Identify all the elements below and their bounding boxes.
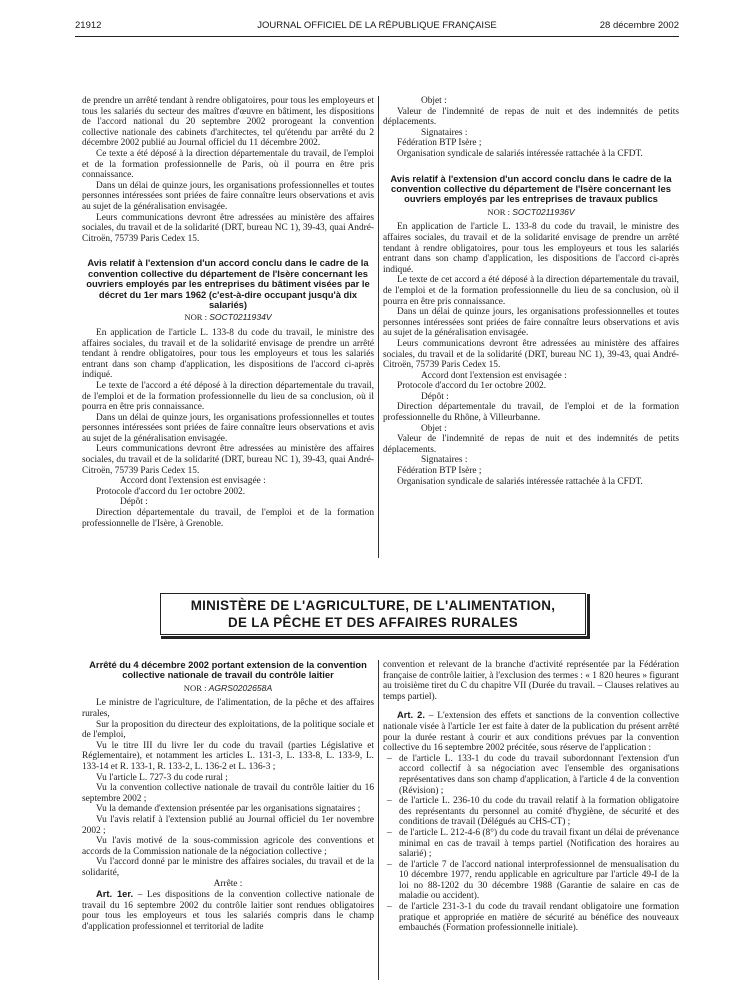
paragraph: Fédération BTP Isère ; bbox=[397, 466, 482, 477]
list-item: – de l'article L. 236-10 du code du travail relatif à la formation obligatoire des représentants du personnel au comité d'hygiène, de sécurité et des conditions de travail (Délégués au CHS-CT) ; bbox=[383, 796, 679, 828]
paragraph: Leurs communications devront être adressées au ministère des affaires sociales, du travail et de la solidarité (DRT, bureau NC 1), 39-43, quai André-Citroën, 75739 Paris Cedex 15. bbox=[82, 212, 374, 244]
paragraph: Vu l'avis motivé de la sous-commission agricole des conventions et accords de la Commission nationale de la négociation collective ; bbox=[82, 836, 374, 857]
paragraph: convention et relevant de la branche d'activité représentée par la Fédération française de contrôle laitier, à l'exclusion des termes : « 1 820 heures » figurant au troisième tiret du C du chapitre VII (Durée du travail. – Clauses relatives au temps partiel). bbox=[383, 660, 679, 702]
list-item: – de l'article 231-3-1 du code du travail rendant obligatoire une formation pratique et appropriée en matière de sécurité au bénéfice des nouveaux embauchés (Formation professionnelle initiale). bbox=[383, 902, 679, 934]
paragraph: Vu l'accord donné par le ministre des affaires sociales, du travail et de la solidarité, bbox=[82, 857, 374, 878]
journal-title: JOURNAL OFFICIEL DE LA RÉPUBLIQUE FRANÇAISE bbox=[257, 20, 497, 31]
ministry-line-1: MINISTÈRE DE L'AGRICULTURE, DE L'ALIMENTATION, bbox=[190, 598, 556, 613]
paragraph: Protocole d'accord du 1er octobre 2002. bbox=[96, 486, 246, 497]
paragraph: Le texte de cet accord a été déposé à la direction départementale du travail, de l'emploi et de la formation professionnelle du lieu de sa conclusion, où il pourra en être pris connaissance. bbox=[383, 275, 679, 307]
column-4 bbox=[383, 660, 679, 934]
column-3 bbox=[82, 660, 374, 932]
column-1 bbox=[82, 96, 374, 529]
page-header bbox=[75, 20, 679, 34]
list-item: – de l'article 7 de l'accord national interprofessionnel de mensualisation du 10 décembre 1977, rendu applicable en agriculture par l'article 49-I de la loi no 88-1202 du 30 décembre 1988 (Garantie de salaire en cas de maladie ou accident). bbox=[383, 860, 679, 902]
ministry-heading-box bbox=[160, 593, 586, 635]
nor-reference: NOR : SOCT0211936V bbox=[487, 206, 575, 217]
paragraph: Dans un délai de quinze jours, les organisations professionnelles et toutes personnes intéressées sont priées de faire connaître leurs observations et avis au sujet de la généralisation envisagée. bbox=[383, 307, 679, 339]
paragraph: Valeur de l'indemnité de repas de nuit et des indemnités de petits déplacements. bbox=[383, 106, 679, 128]
paragraph: Direction départementale du travail, de l'emploi et de la formation professionnelle de l'Isère, à Grenoble. bbox=[82, 508, 374, 529]
paragraph: Vu l'avis relatif à l'extension publié au Journal officiel du 1er novembre 2002 ; bbox=[82, 814, 374, 836]
paragraph: Direction départementale du travail, de l'emploi et de la formation professionnelle du Rhône, à Villeurbanne. bbox=[383, 402, 679, 424]
paragraph: En application de l'article L. 133-8 du code du travail, le ministre des affaires sociales, du travail et de la solidarité envisage de prendre un arrêté tendant à rendre obligatoires, pour tous les employeurs et tous les salariés entrant dans son champ d'application, les dispositions de l'accord ci-après indiqué. bbox=[383, 222, 679, 275]
header-rule bbox=[75, 36, 679, 37]
paragraph: Vu le titre III du livre Ier du code du travail (parties Législative et Réglementaire), et notamment les articles L. 131-3, L. 133-8, L. 133-9, L. 133-14 et R. 133-1, R. 133-2, L. 136-2 et L. 136-3 ; bbox=[82, 740, 374, 772]
paragraph: Sur la proposition du directeur des exploitations, de la politique sociale et de l'emploi, bbox=[82, 719, 374, 741]
column-divider-top bbox=[378, 96, 379, 558]
section-label: Objet : bbox=[421, 96, 447, 106]
paragraph: Leurs communications devront être adressées au ministère des affaires sociales, du travail et de la solidarité (DRT, bureau NC 1), 39-43, quai André-Citroën, 75739 Paris Cedex 15. bbox=[82, 444, 374, 476]
page-number: 21912 bbox=[75, 20, 102, 31]
paragraph: Le texte de l'accord a été déposé à la direction départementale du travail, de l'emploi et de la formation professionnelle du lieu de sa conclusion, où il pourra en être pris connaissance. bbox=[82, 380, 374, 413]
avis-title: Avis relatif à l'extension d'un accord conclu dans le cadre de la convention collective du département de l'Isère concernant les ouvriers employés par les entreprises du bâtiment visées par le décret du 1er mars 1962 (c'est-à-dire occupant jusqu'à dix salariés) bbox=[86, 257, 370, 310]
paragraph: Dans un délai de quinze jours, les organisations professionnelles et toutes personnes intéressées sont priées de faire connaître leurs observations et avis au sujet de la généralisation envisagée. bbox=[82, 412, 374, 444]
column-divider-bottom bbox=[378, 660, 379, 980]
paragraph: Fédération BTP Isère ; bbox=[397, 138, 482, 149]
paragraph: Valeur de l'indemnité de repas de nuit et des indemnités de petits déplacements. bbox=[383, 434, 679, 455]
avis-title: Avis relatif à l'extension d'un accord conclu dans le cadre de la convention collective du département de l'Isère concernant les ouvriers employés par les entreprises de travaux publics bbox=[390, 172, 672, 205]
list-item: – de l'article L. 133-1 du code du travail subordonnant l'extension d'un accord collectif à sa négociation avec l'ensemble des organisations représentatives dans son champ d'application, à l'article 4 de la convention (Révision) ; bbox=[383, 754, 679, 796]
paragraph: Organisation syndicale de salariés intéressée rattachée à la CFDT. bbox=[397, 476, 643, 487]
column-2 bbox=[383, 96, 679, 487]
section-label: Signataires : bbox=[421, 127, 468, 138]
section-label: Accord dont l'extension est envisagée : bbox=[421, 370, 567, 381]
paragraph: Dans un délai de quinze jours, les organisations professionnelles et toutes personnes intéressées sont priées de faire connaître leurs observations et avis au sujet de la généralisation envisagée. bbox=[82, 180, 374, 212]
paragraph: Vu l'article L. 727-3 du code rural ; bbox=[96, 772, 228, 783]
arrete-title: Arrêté du 4 décembre 2002 portant extension de la convention collective nationale de travail du contrôle laitier bbox=[89, 659, 367, 681]
section-label: Dépôt : bbox=[120, 497, 148, 508]
paragraph: Le ministre de l'agriculture, de l'alimentation, de la pêche et des affaires rurales, bbox=[82, 698, 374, 719]
paragraph: Vu la demande d'extension présentée par les organisations signataires ; bbox=[96, 804, 361, 815]
paragraph: En application de l'article L. 133-8 du code du travail, le ministre des affaires sociales, du travail et de la solidarité envisage de prendre un arrêté tendant à rendre obligatoires, pour tous les employeurs et tous les salariés entrant dans son champ d'application, les dispositions de l'accord ci-après indiqué. bbox=[82, 327, 374, 381]
paragraph: Leurs communications devront être adressées au ministère des affaires sociales, du travail et de la solidarité (DRT, bureau NC 1), 39-43, quai André-Citroën, 75739 Paris Cedex 15. bbox=[383, 338, 679, 371]
paragraph: Organisation syndicale de salariés intéressée rattachée à la CFDT. bbox=[397, 148, 643, 159]
publication-date: 28 décembre 2002 bbox=[599, 20, 679, 31]
section-label: Signataires : bbox=[421, 455, 468, 466]
section-label: Dépôt : bbox=[421, 391, 449, 402]
article-2: Art. 2. – L'extension des effets et sanctions de la convention collective nationale visée à l'article 1er est faite à dater de la publication du présent arrêté pour la durée restant à courir et aux conditions prévues par la convention collective du 16 septembre 2002 précitée, sous réserve de l'application : bbox=[383, 710, 679, 754]
paragraph: Ce texte a été déposé à la direction départementale du travail, de l'emploi et de la formation professionnelle de Paris, où il pourra en être pris connaissance. bbox=[82, 148, 374, 181]
section-label: Accord dont l'extension est envisagée : bbox=[120, 476, 266, 487]
nor-reference: NOR : SOCT0211934V bbox=[184, 312, 272, 323]
section-label: Objet : bbox=[421, 423, 447, 434]
reservation-list bbox=[383, 754, 679, 934]
paragraph: de prendre un arrêté tendant à rendre obligatoires, pour tous les employeurs et tous les salariés du secteur des maîtres d'œuvre en bâtiment, les dispositions de l'accord national du 20 septembre 2002 prorogeant la convention collective nationale des cabinets d'architectes, tel qu'étendu par arrêté du 2 décembre 2002 publié au Journal officiel du 11 décembre 2002. bbox=[82, 96, 374, 149]
arrete-label: Arrête : bbox=[213, 878, 243, 889]
nor-reference: NOR : AGRS0202658A bbox=[183, 682, 273, 693]
paragraph: Vu la convention collective nationale de travail du contrôle laitier du 16 septembre 2002 ; bbox=[82, 783, 374, 804]
article-1: Art. 1er. – Les dispositions de la convention collective nationale de travail du 16 septembre 2002 du contrôle laitier sont rendues obligatoires pour tous les employeurs et tous les salariés compris dans le champ d'application professionnel et territorial de ladite bbox=[82, 889, 374, 932]
paragraph: Protocole d'accord du 1er octobre 2002. bbox=[397, 381, 547, 392]
list-item: – de l'article L. 212-4-6 (8°) du code du travail fixant un délai de prévenance minimal en cas de travail à temps partiel (Notification des horaires au salarié) ; bbox=[383, 828, 679, 860]
ministry-line-2: DE LA PÊCHE ET DES AFFAIRES RURALES bbox=[228, 615, 518, 630]
